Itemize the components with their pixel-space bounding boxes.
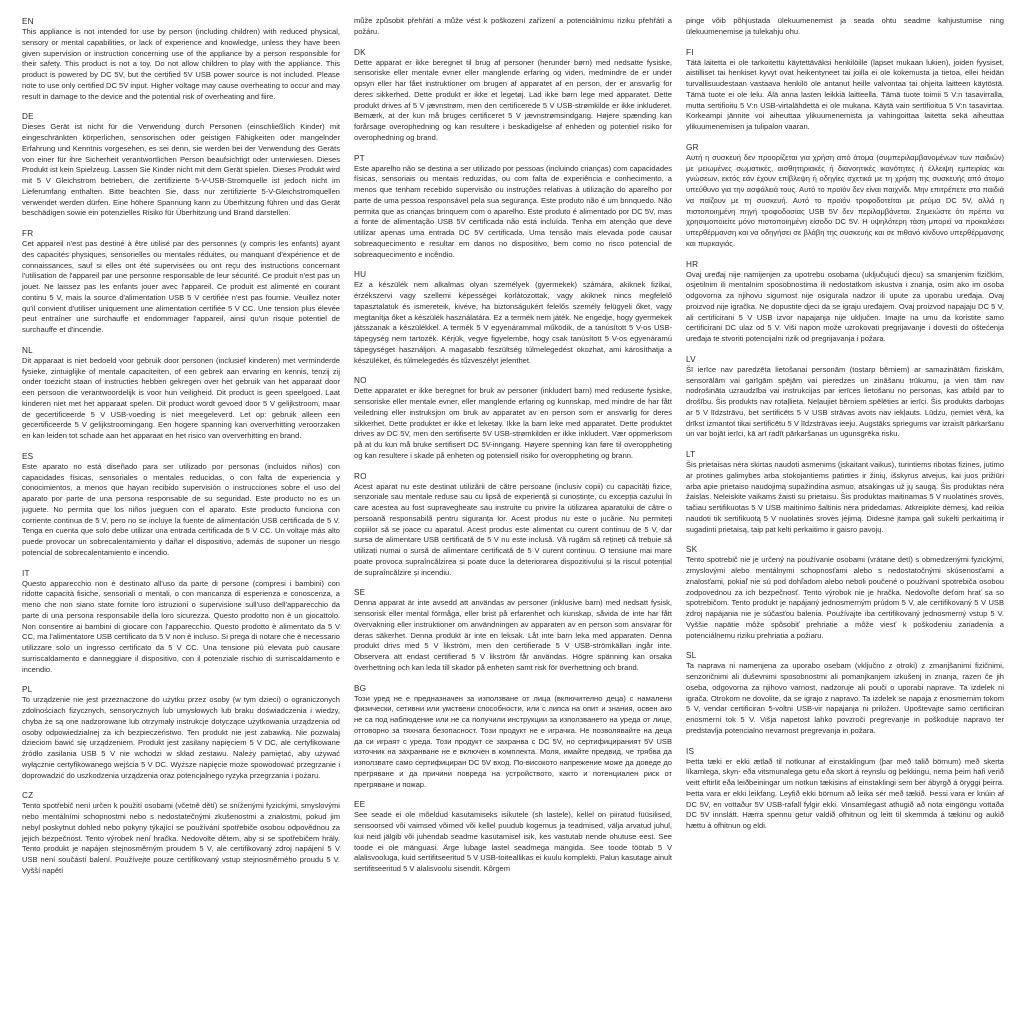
warning-paragraph: Tento spotřebič není určen k použití osobami (včetně dětí) se sníženými fyzickými, smyslovými nebo mentálními schopnostmi nebo s nedostatečnými zkušenostmi a znalostmi, pokud jim nebyl poskytnut dohled nebo pokyny týkající se používání spotřebiče osobou odpovědnou za jejich bezpečnost. Tento výrobek není hračka. Nedovolte dětem, aby si se spotřebičem hrály. Tento produkt je napájen stejnosměrným proudem 5 V, ale certifikovaný zdroj napájení 5 V USB není součástí balení. Používejte pouze certifikovaný vstup stejnosměrného proudu 5 V. Vyšší napětí	[22, 801, 340, 875]
language-section-fr	[22, 228, 340, 336]
warning-paragraph: Dette apparat er ikke beregnet til brug af personer (herunder børn) med nedsatte fysiske, sensoriske eller mentale evner eller manglende erfaring og viden, medmindre de er under opsyn eller har fået instruktioner om brugen af apparatet af en person, der er ansvarlig for deres sikkerhed. Dette produkt er ikke et legetøj. Lad ikke børn lege med apparatet. Dette produkt drives af 5 V jævnstrøm, men den certificerede 5 V USB-strømkilde er ikke inkluderet. Bemærk, at der kun må bruges certificeret 5 V jævnstrømsindgang. Højere spænding kan forårsage overophedning og kan resultere i beskadigelse af enheden og potentiel risiko for overophedning og brand.	[354, 57, 672, 142]
language-section-is	[686, 746, 1004, 832]
language-section-continued	[354, 16, 672, 38]
warning-paragraph: Dit apparaat is niet bedoeld voor gebruik door personen (inclusief kinderen) met verminderde fysieke, zintuiglijke of mentale capaciteiten, of een gebrek aan ervaring en kennis, tenzij zij onder toezicht staan of instructies hebben gekregen over het gebruik van het apparaat door een persoon die verantwoordelijk is voor hun veiligheid. Dit product is geen speelgoed. Laat kinderen niet met het apparaat spelen. Dit product wordt gevoed door 5 V gelijkstroom, maar de gecertificeerde 5 V USB-voeding is niet meegeleverd. Let op: gebruik alleen een gecertificeerde 5 V gelijkstroomingang. Een hogere spanning kan oververhitting veroorzaken en kan leiden tot schade aan het apparaat en het risico van oververhitting en brand.	[22, 355, 340, 440]
warning-paragraph: Dieses Gerät ist nicht für die Verwendung durch Personen (einschließlich Kinder) mit eingeschränkten körperlichen, sensorischen oder geistigen Fähigkeiten oder mangelnder Erfahrung und Kenntnis vorgesehen, es sei denn, sie werden bei der Verwendung des Geräts von einer für ihre Sicherheit verantwortlichen Person beaufsichtigt oder unterwiesen. Dieses Produkt ist kein Spielzeug. Lassen Sie Kinder nicht mit dem Gerät spielen. Dieses Produkt wird mit 5 V Gleichstrom betrieben, die zertifizierte 5-V-USB-Stromquelle ist jedoch nicht im Lieferumfang enthalten. Bitte beachten Sie, dass nur zertifizierte 5-V-Gleichstromquellen verwendet werden dürfen. Eine höhere Spannung kann zu Überhitzung führen und das Gerät beschädigen sowie ein potenzielles Risiko für Überhitzung und Brand darstellen.	[22, 122, 340, 218]
language-code: IT	[22, 568, 30, 578]
language-section-sk	[686, 544, 1004, 641]
language-code: SK	[686, 545, 698, 555]
language-code: RO	[354, 471, 367, 481]
language-code: LV	[686, 354, 696, 364]
language-code: LT	[686, 450, 696, 459]
warning-paragraph: Þetta tæki er ekki ætlað til notkunar af einstaklingum (þar með talið börnum) með skerta líkamlega, skyn- eða vitsmunalega getu eða skort á reynslu og þekkingu, nema þeim hafi verið veitt eftirlit eða leiðbeiningar um notkun tækisins af einstaklingi sem ber ábyrgð á öryggi þeirra. Þetta vara er ekki leikfang. Leyfið ekki börnum að leika sér með tækið. Þessi vara er knúin af DC 5V, en vottaður 5V USB-rafall fylgir ekki. Vinsamlegast athugið að nota eingöngu vottaða DC 5V innslátt. Hærra spennu getur valdið ofhitnun og leitt til skemmda á tækinu og aukið hættu á ofhitnun og eldi.	[686, 756, 1004, 830]
language-code: HU	[354, 270, 367, 280]
text-column-3	[686, 16, 1004, 1016]
warning-paragraph: Ta naprava ni namenjena za uporabo osebam (vključno z otroki) z zmanjšanimi fizičnimi, senzoričnimi ali duševnimi sposobnostmi ali pomanjkanjem izkušenj in znanja, razen če jih oseba, odgovorna za njihovo varnost, nadzoruje ali pouči o uporabi naprave. Ta izdelek ni igrača. Otrokom ne dovolite, da se igrajo z napravo. Ta izdelek se napaja z enosmernim tokom 5 V, vendar certificiran 5-voltni USB-vir napajanja ni priložen. Upoštevajte samo certificiran enosmerni tok 5 V. Višja napetost lahko povzroči pregrevanje in poškoduje napravo ter predstavlja potencialno nevarnost pregrevanja in požara.	[686, 661, 1004, 735]
language-section-pl	[22, 684, 340, 781]
language-section-bg	[354, 683, 672, 791]
language-section-pt	[354, 153, 672, 261]
language-section-en	[22, 16, 340, 102]
warning-paragraph: Denna apparat är inte avsedd att användas av personer (inklusive barn) med nedsatt fysisk, sensorisk eller mental förmåga, eller brist på erfarenhet och kunskap, såvida de inte har fått övervakning eller instruktioner om användningen av apparaten av en person som ansvarar för deras säkerhet. Denna produkt är inte en leksak. Låt inte barn leka med apparaten. Denna produkt drivs med 5 V likström, men den certifierade 5 V USB-strömkällan ingår inte. Observera att endast certifierad 5 V likström får användas. Högre spänning kan orsaka överhettning och kan leda till skador på enheten samt risk för överhettning och brand.	[354, 598, 672, 672]
warning-paragraph: Dette apparatet er ikke beregnet for bruk av personer (inkludert barn) med reduserte fysiske, sensoriske eller mentale evner, eller manglende erfaring og kunnskap, med mindre de har fått veiledning eller instruksjon om bruk av apparatet av en person som er ansvarlig for deres sikkerhet. Dette produktet er ikke et leketøy. Ikke la barn leke med apparatet. Dette produktet drives av DC 5V, men den sertifiserte 5V USB-strømkilden er ikke inkludert. Vær oppmerksom på at du kun må bruke sertifisert DC 5V-inngang. Høyere spenning kan føre til overoppheting og kan resultere i skade på enheten og potensiell risiko for overoppheting og brann.	[354, 386, 672, 460]
language-section-sl	[686, 650, 1004, 736]
safety-document	[22, 16, 1004, 1016]
language-code: IS	[686, 746, 695, 756]
language-section-gr	[686, 142, 1004, 250]
language-section-no	[354, 375, 672, 461]
language-code: DK	[354, 47, 366, 57]
warning-paragraph: může způsobit přehřátí a může vést k poškození zařízení a potenciálnímu riziku přehřátí a požáru.	[354, 16, 672, 36]
language-section-lt	[686, 449, 1004, 535]
warning-paragraph: Šī ierīce nav paredzēta lietošanai personām (tostarp bērniem) ar samazinātām fiziskām, sensorālām vai garīgām spējām vai pieredzes un zināšanu trūkumu, ja vien tām nav nodrošināta uzraudzība vai instrukcijas par ierīces lietošanu no personas, kas atbild par to drošību. Šis produkts nav rotaļlieta. Neļaujiet bērniem spēlēties ar ierīci. Šis produkts darbojas ar 5 V līdzstrāvu, bet sertificēts 5 V USB strāvas avots nav iekļauts. Lūdzu, ņemiet vērā, ka drīkst izmantot tikai sertificētu 5 V līdzstrāvas ieeju. Augstāks spriegums var izraisīt pārkaršanu un var bojāt ierīci, kā arī radīt pārkaršanas un ugunsgrēka risku.	[686, 364, 1004, 439]
language-section-nl	[22, 345, 340, 442]
language-code: PT	[354, 153, 365, 163]
warning-paragraph: Този уред не е предназначен за използване от лица (включително деца) с намалени физически, сетивни или умствени способности, или с липса на опит и знания, освен ако не са под наблюдение или не са получили инструкции за използването на уреда от лице, отговорно за тяхната безопасност. Този продукт не е играчка. Не позволявайте на деца да си играят с уреда. Този продукт се захранва с DC 5V, но сертифицираният 5V USB източник на захранване не е включен в комплекта. Моля, имайте предвид, че трябва да използвате само сертифициран DC 5V вход. По-високото напрежение може да доведе до прегряване и да причини повреда на устройството, както и потенциален риск от прегряване и пожар.	[354, 693, 672, 789]
warning-paragraph: Cet appareil n'est pas destiné à être utilisé par des personnes (y compris les enfants) ayant des capacités physiques, sensorielles ou mentales réduites, ou manquant d'expérience et de connaissances, sauf si elles ont été supervisées ou ont reçu des instructions concernant l'utilisation de l'appareil par une personne responsable de leur sécurité. Ce produit n'est pas un jouet. Ne laissez pas les enfants jouer avec l'appareil. Ce produit est alimenté en courant continu 5 V, mais la source d'alimentation USB 5 V certifiée n'est pas fournie. Veuillez noter qu'il convient d'utiliser uniquement une alimentation certifiée 5 V CC. Une tension plus élevée peut entraîner une surchauffe et endommager l'appareil, ainsi qu'un risque potentiel de surchauffe et d'incendie.	[22, 239, 340, 334]
language-code: PL	[22, 685, 33, 695]
language-code: SE	[354, 588, 366, 598]
language-code: EE	[354, 800, 366, 810]
language-section-ee	[354, 799, 672, 875]
language-code: HR	[686, 259, 699, 269]
language-section-de	[22, 111, 340, 219]
language-code: DE	[22, 112, 34, 122]
language-code: NL	[22, 345, 33, 355]
warning-paragraph: See seade ei ole mõeldud kasutamiseks isikutele (sh lastele), kellel on piiratud füüsilised, sensoorsed või vaimsed võimed või kellel puudub kogemus ja teadmised, välja arvatud juhul, kui neid jälgib või juhendab seadme kasutamisel isik, kes vastutab nende ohutuse eest. See toode ei ole mänguasi. Ärge lubage lastel seadmega mängida. See toode töötab 5 V alalisvooluga, kuid sertifitseeritud 5 V USB-toiteallikas ei kuulu komplekti. Palun kasutage ainult sertifitseeritud 5 V alalisvoolu sisendit. Kõrgem	[354, 810, 672, 873]
warning-paragraph: Este aparelho não se destina a ser utilizado por pessoas (incluindo crianças) com capacidades físicas, sensoriais ou mentais reduzidas, ou com falta de experiência e conhecimento, a menos que tenham recebido supervisão ou instruções relativas à utilização do aparelho por parte de uma pessoa responsável pela sua segurança. Este produto não é um brinquedo. Não permita que as crianças brinquem com o aparelho. Este produto é alimentado por DC 5V, mas a fonte de alimentação USB 5V certificada não está incluída. Tenha em atenção que deve utilizar apenas uma entrada DC 5V certificada. Uma tensão mais elevada pode causar sobreaquecimento e resultar em danos no dispositivo, bem como no risco potencial de sobreaquecimento e incêndio.	[354, 163, 672, 259]
warning-paragraph: This appliance is not intended for use by person (including children) with reduced physical, sensory or mental capabilities, or lack of experience and knowledge, unless they have been given supervision or instruction concerning use of the appliance by a person responsible for their safety. This product is not a toy. Do not allow children to play with the appliance. This product is powered by DC 5V, but the certified 5V USB power source is not included. Please note to use only certified DC 5V input. Higher voltage may cause overheating to occur and may result in damage to the device and the potential risk of overheating and fiire.	[22, 27, 340, 101]
language-section-lv	[686, 354, 1004, 440]
language-code: GR	[686, 142, 699, 152]
language-section-ro	[354, 471, 672, 579]
text-column-2	[354, 16, 672, 1016]
language-section-se	[354, 587, 672, 673]
warning-paragraph: To urządzenie nie jest przeznaczone do użytku przez osoby (w tym dzieci) o ograniczonych zdolnościach fizycznych, sensorycznych lub umysłowych lub braku doświadczenia i wiedzy, chyba że są one nadzorowane lub otrzymały instrukcje dotyczące użytkowania urządzenia od osoby odpowiedzialnej za ich bezpieczeństwo. Ten produkt nie jest zabawką. Nie pozwalaj dzieciom bawić się urządzeniem. Produkt jest zasilany napięciem 5 V DC, ale certyfikowane źródło zasilania USB 5 V nie wchodzi w skład zestawu. Należy pamiętać, aby używać wyłącznie certyfikowanego wejścia 5 V DC. Wyższe napięcie może spowodować przegrzanie i doprowadzić do uszkodzenia urządzenia oraz potencjalnego ryzyka przegrzania i pożaru.	[22, 695, 340, 780]
language-code: BG	[354, 683, 367, 693]
language-section-fi	[686, 47, 1004, 133]
warning-paragraph: Αυτή η συσκευή δεν προορίζεται για χρήση από άτομα (συμπεριλαμβανομένων των παιδιών) με μειωμένες σωματικές, αισθητηριακές ή διανοητικές ικανότητες ή έλλειψη εμπειρίας και γνώσεων, εκτός εάν έχουν επίβλεψη ή οδηγίες σχετικά με τη χρήση της συσκευής από άτομο υπεύθυνο για την ασφάλειά τους. Αυτό το προϊόν δεν είναι παιχνίδι. Μην επιτρέπετε στα παιδιά να παίζουν με τη συσκευή. Αυτό το προϊόν τροφοδοτείται με ρεύμα DC 5V, αλλά η πιστοποιημένη πηγή τροφοδοσίας USB 5V δεν περιλαμβάνεται. Σημειώστε ότι πρέπει να χρησιμοποιείτε μόνο πιστοποιημένη είσοδο DC 5V. Η υψηλότερη τάση μπορεί να προκαλέσει υπερθέρμανση και να οδηγήσει σε βλάβη της συσκευής και σε πιθανό κίνδυνο υπερθέρμανσης και πυρκαγιάς.	[686, 152, 1004, 248]
language-code: FR	[22, 229, 34, 238]
language-code: NO	[354, 376, 367, 386]
warning-paragraph: pinge võib põhjustada ülekuumenemist ja seada ohtu seadme kahjustumise ning ülekuumenemise ja tulekahju ohu.	[686, 16, 1004, 36]
language-section-hu	[354, 269, 672, 366]
warning-paragraph: Este aparato no está diseñado para ser utilizado por personas (incluidos niños) con capacidades físicas, sensoriales o mentales reducidas, o con falta de experiencia y conocimientos, a menos que hayan recibido supervisión o instrucciones sobre el uso del aparato por parte de una persona responsable de su seguridad. Este producto no es un juguete. No permita que los niños jueguen con el aparato. Este producto funciona con corriente continua de 5 V, pero no se incluye la fuente de alimentación USB certificada de 5 V. Tenga en cuenta que solo debe utilizar una entrada certificada de 5 V CC. Un voltaje más alto puede provocar un sobrecalentamiento y dañar el dispositivo, además de suponer un riesgo potencial de sobrecalentamiento e incendio.	[22, 461, 340, 557]
language-code: ES	[22, 451, 34, 461]
warning-paragraph: Tento spotrebič nie je určený na používanie osobami (vrátane detí) s obmedzenými fyzickými, zmyslovými alebo mentálnymi schopnosťami alebo s nedostatočnými skúsenosťami a znalosťami, pokiaľ nie sú pod dohľadom alebo neboli poučené o používaní spotrebiča osobou zodpovednou za ich bezpečnosť. Tento výrobok nie je hračka. Nedovoľte deťom hrať sa so spotrebičom. Tento produkt je napájaný jednosmerným prúdom 5 V, ale certifikovaný 5 V USB zdroj napájania nie je súčasťou balenia. Používajte iba certifikovaný jednosmerný vstup 5 V. Vyššie napätie môže spôsobiť prehriatie a môže viesť k poškodeniu zariadenia a potenciálnemu riziku prehriatia a požiaru.	[686, 555, 1004, 640]
text-column-1	[22, 16, 340, 1016]
warning-paragraph: Acest aparat nu este destinat utilizării de către persoane (inclusiv copii) cu capacități fizice, senzoriale sau mentale reduse sau cu lipsă de experiență și cunoștințe, cu excepția cazului în care acestea au fost supravegheate sau instruite cu privire la utilizarea aparatului de către o persoană responsabilă pentru siguranța lor. Acest produs nu este o jucărie. Nu permiteți copiilor să se joace cu aparatul. Acest produs este alimentat cu curent continuu de 5 V, dar sursa de alimentare USB certificată de 5 V nu este inclusă. Vă rugăm să rețineți că trebuie să utilizați numai o sursă de alimentare certificată de 5 V curent continuu. O tensiune mai mare poate provoca supraîncălzirea și poate duce la deteriorarea dispozitivului și la riscul potențial de supraîncălzire și incendiu.	[354, 481, 672, 577]
warning-paragraph: Tätä laitetta ei ole tarkoitettu käytettäväksi henkilöille (lapset mukaan lukien), joiden fyysiset, aistilliset tai henkiset kyvyt ovat heikentyneet tai joilla ei ole kokemusta ja tietoa, ellei heidän turvallisuudestaan vastaava henkilö ole antanut heille valvontaa tai ohjeita laitteen käytöstä. Tämä tuote ei ole lelu. Älä anna lasten leikkiä laitteella. Tämä tuote toimii 5 V:n tasavirralla, mutta sertifioitu 5 V:n USB-virtalähdettä ei ole mukana. Käytä vain sertifioitua 5 V:n tasavirtaa. Korkeampi jännite voi aiheuttaa ylikuumenemista ja vahingoittaa laitetta sekä aiheuttaa ylikuumenemisen ja tulipalon vaaran.	[686, 57, 1004, 131]
language-section-es	[22, 451, 340, 559]
language-section-continued	[686, 16, 1004, 38]
language-code: SL	[686, 651, 697, 661]
language-section-cz	[22, 790, 340, 876]
warning-paragraph: Šis prietaisas nėra skirtas naudoti asmenims (įskaitant vaikus), turintiems ribotas fizines, jutimo ar protines galimybes arba stokojantiems patirties ir žinių, išskyrus atvejus, kai juos prižiūri arba apie prietaiso naudojimą supažindina asmuo, atsakingas už jų saugą. Šis produktas nėra žaislas. Neleiskite vaikams žaisti su prietaisu. Šis produktas maitinamas 5 V nuolatinės srovės, tačiau sertifikuotas 5 V USB maitinimo šaltinis nėra pridedamas. Atkreipkite dėmesį, kad reikia naudoti tik sertifikuotą 5 V nuolatinės srovės įėjimą. Didesnė įtampa gali sukelti perkaitimą ir sugadinti prietaisą, taip pat kelti perkaitimo ir gaisro pavojų.	[686, 460, 1004, 534]
warning-paragraph: Questo apparecchio non è destinato all'uso da parte di persone (compresi i bambini) con ridotte capacità fisiche, sensoriali o mentali, o con mancanza di esperienza e conoscenza, a meno che non siano state fornite loro istruzioni o supervisione sull'uso dell'apparecchio da parte di una persona responsabile della loro sicurezza. Questo prodotto non è un giocattolo. Non consentire ai bambini di giocare con l'apparecchio. Questo prodotto è alimentato da 5 V CC, ma l'alimentatore USB certificato da 5 V non è incluso. Si prega di notare che è necessario utilizzare solo un ingresso certificato da 5 V CC. Una tensione più elevata può causare surriscaldamento e danneggiare il dispositivo, con il potenziale rischio di surriscaldamento e incendio.	[22, 578, 340, 674]
warning-paragraph: Ovaj uređaj nije namijenjen za upotrebu osobama (uključujući djecu) sa smanjenim fizičkim, osjetilnim ili mentalnim sposobnostima ili nedostatkom iskustva i znanja, osim ako im osoba odgovorna za njihovu sigurnost nije osigurala nadzor ili upute za uporabu uređaja. Ovaj proizvod nije igračka. Ne dopustite djeci da se igraju uređajem. Ovaj proizvod napajaju DC 5 V, ali certificirani 5 V USB izvor napajanja nije uključen. Imajte na umu da koristite samo certificirani DC ulaz od 5 V. Viši napon može uzrokovati pregrijavanje i dovesti do oštećenja uređaja te stvoriti potencijalni rizik od pregrijavanja i požara.	[686, 269, 1004, 343]
language-section-hr	[686, 259, 1004, 345]
language-code: CZ	[22, 791, 34, 801]
language-section-it	[22, 568, 340, 676]
language-section-dk	[354, 47, 672, 144]
language-code: FI	[686, 47, 694, 57]
language-code: EN	[22, 17, 34, 26]
warning-paragraph: Ez a készülék nem alkalmas olyan személyek (gyermekek) számára, akiknek fizikai, érzékszervi vagy szellemi képességei korlátozottak, vagy akiknek nincs megfelelő tapasztalatuk és ismereteik, kivéve, ha biztonságukért felelős személy felügyeli őket, vagy megtanítja őket a készülék használatára. Ez a termék nem játék. Ne engedje, hogy gyermekek játsszanak a készülékkel. A termék 5 V egyenárammal működik, de a tanúsított 5 V-os USB-tápegység nem tartozék. Kérjük, vegye figyelembe, hogy csak tanúsított 5 V-os egyenáramú tápegységet használjon. A magasabb feszültség túlmelegedést okozhat, ami károsíthatja a készüléket, és túlmelegedés és tűzveszélyt jelenthet.	[354, 280, 672, 365]
